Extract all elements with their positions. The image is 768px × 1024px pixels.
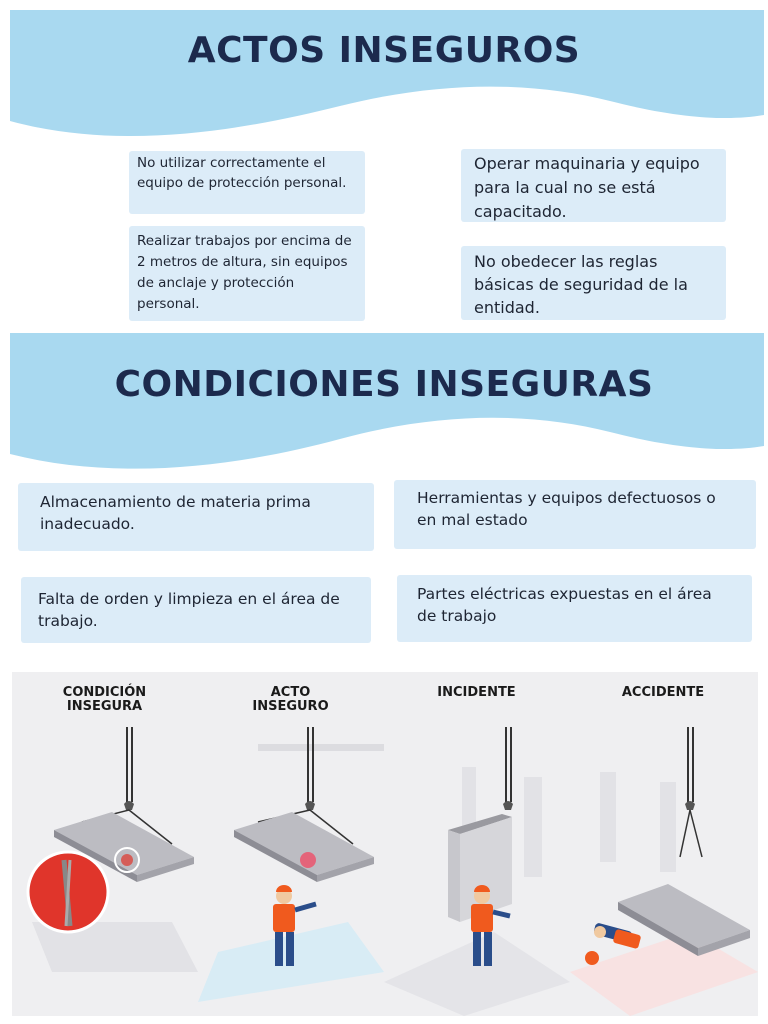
- condicion-text-2: Herramientas y equipos defectuosos o en mal estado: [417, 489, 716, 529]
- condicion-card-2: [394, 480, 756, 549]
- panel-title-2: ACTO INSEGURO: [252, 685, 329, 714]
- panel-title-3: INCIDENTE: [437, 685, 516, 700]
- panel-incidente: [384, 672, 570, 1016]
- acto-text-1: No utilizar correctamente el equipo de protección personal.: [137, 155, 347, 191]
- condicion-card-3: [21, 577, 371, 643]
- panel-title-4: ACCIDENTE: [621, 685, 705, 700]
- acto-card-3: [461, 149, 726, 222]
- panel-accidente: [570, 672, 756, 1016]
- acto-text-2: Realizar trabajos por encima de 2 metros de altura, sin equipos de anclaje y protección personal.: [137, 233, 352, 312]
- safety-illustration: [12, 672, 758, 1016]
- panel-condicion-insegura: [12, 672, 198, 1016]
- acto-text-4: No obedecer las reglas básicas de seguridad de la entidad.: [474, 252, 688, 317]
- condicion-card-4: [397, 575, 752, 642]
- condicion-card-1: [18, 483, 374, 551]
- acto-card-2: [129, 226, 365, 321]
- panel-acto-inseguro: [198, 672, 384, 1016]
- actos-title: ACTOS INSEGUROS: [187, 30, 581, 71]
- acto-card-4: [461, 246, 726, 320]
- condicion-text-3: Falta de orden y limpieza en el área de trabajo.: [38, 590, 340, 630]
- condicion-text-1: Almacenamiento de materia prima inadecuado.: [40, 493, 311, 533]
- panel-title-1: CONDICIÓN INSEGURA: [62, 685, 147, 714]
- condicion-text-4: Partes eléctricas expuestas en el área de trabajo: [417, 585, 712, 625]
- wave-decoration: [10, 71, 764, 141]
- condiciones-title: CONDICIONES INSEGURAS: [114, 364, 654, 405]
- wave-decoration-2: [10, 404, 764, 474]
- acto-text-3: Operar maquinaria y equipo para la cual no se está capacitado.: [474, 154, 700, 221]
- acto-card-1: [129, 151, 365, 214]
